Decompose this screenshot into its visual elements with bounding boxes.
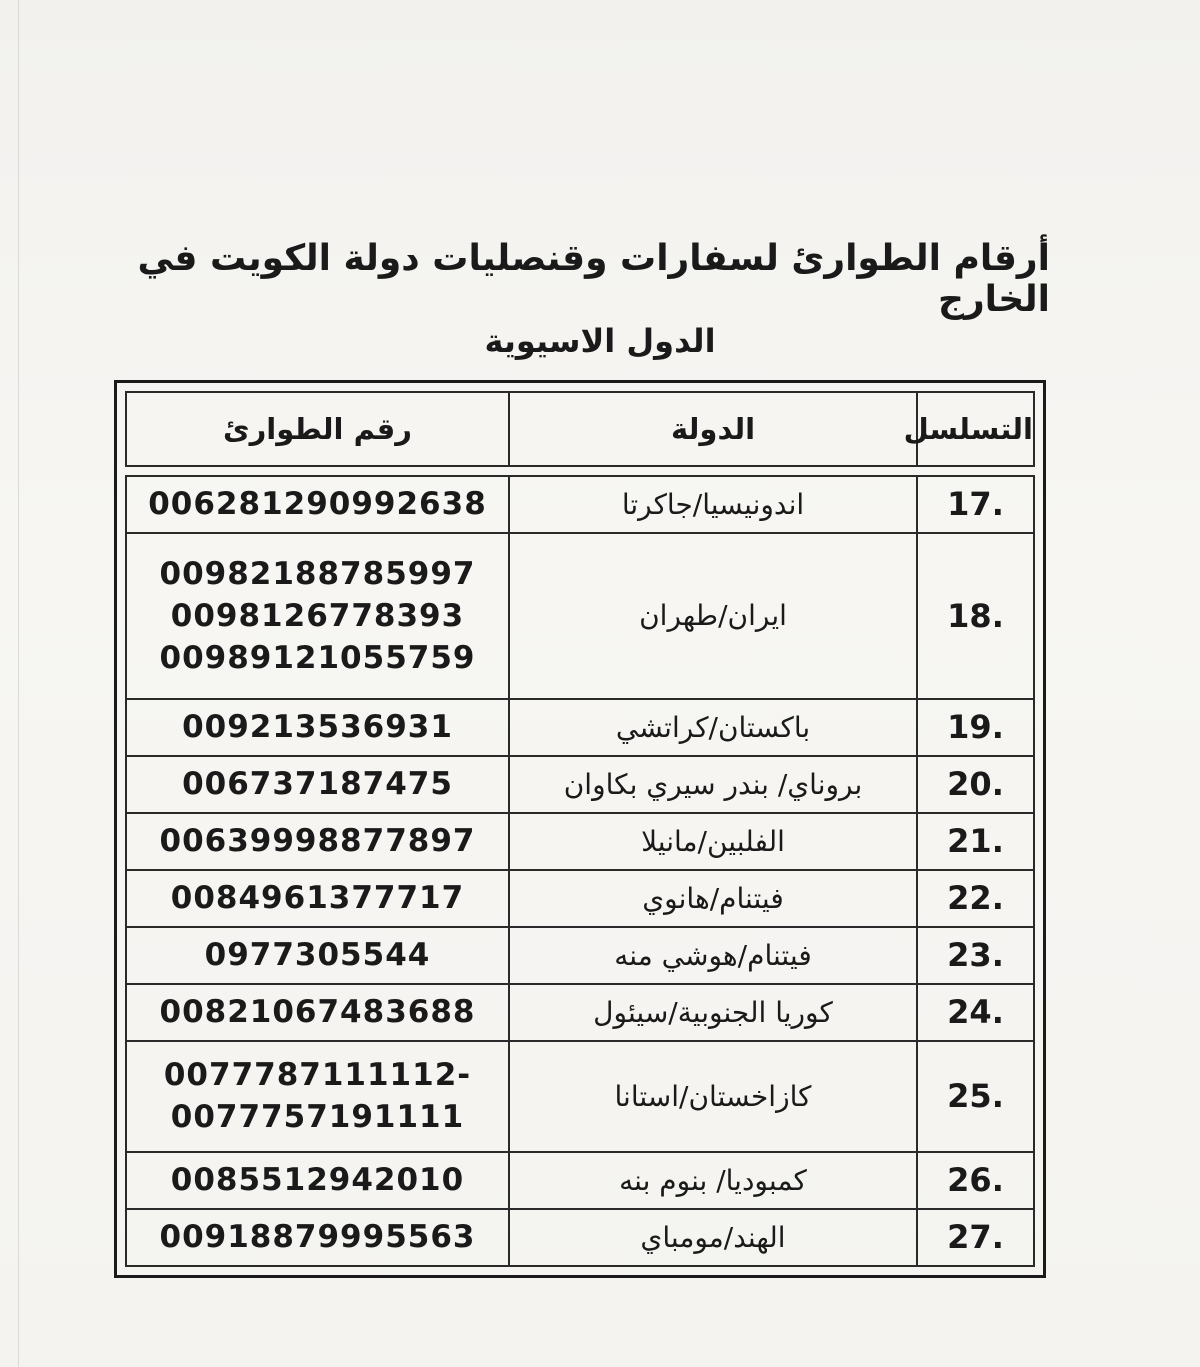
row-country: باكستان/كراتشي <box>509 699 917 756</box>
table-body <box>126 466 1034 1266</box>
row-sequence: 21. <box>917 813 1034 870</box>
table-row <box>126 870 1034 927</box>
row-country: فيتنام/هانوي <box>509 870 917 927</box>
row-emergency-numbers <box>126 927 509 984</box>
row-emergency-numbers <box>126 1209 509 1266</box>
emergency-phone-number: 00821067483688 <box>159 994 476 1031</box>
document-title: أرقام الطوارئ لسفارات وقنصليات دولة الكويت في الخارج <box>137 238 1050 320</box>
row-country: كوريا الجنوبية/سيئول <box>509 984 917 1041</box>
row-sequence: 18. <box>917 533 1034 699</box>
header-separator <box>126 466 1034 476</box>
emergency-phone-number: 006737187475 <box>182 766 453 803</box>
row-country: ايران/طهران <box>509 533 917 699</box>
emergency-phone-number: 0977305544 <box>204 937 431 974</box>
emergency-phone-number: 0084961377717 <box>170 880 465 917</box>
emergency-phone-number: 006281290992638 <box>148 486 487 523</box>
table-row <box>126 1209 1034 1266</box>
row-sequence: 22. <box>917 870 1034 927</box>
row-country: اندونيسيا/جاكرتا <box>509 476 917 533</box>
header-emergency-number: رقم الطوارئ <box>126 392 509 466</box>
row-country: فيتنام/هوشي منه <box>509 927 917 984</box>
emergency-phone-number: 0077757191111 <box>170 1099 465 1136</box>
table-row <box>126 476 1034 533</box>
row-emergency-numbers <box>126 699 509 756</box>
emergency-numbers-table <box>125 391 1035 1267</box>
table-row <box>126 1041 1034 1152</box>
emergency-phone-number: 009213536931 <box>182 709 453 746</box>
emergency-phone-number: 00982188785997 <box>159 555 476 592</box>
row-sequence: 20. <box>917 756 1034 813</box>
row-sequence: 26. <box>917 1152 1034 1209</box>
document-subtitle: الدول الاسيوية <box>484 322 716 360</box>
table-row <box>126 756 1034 813</box>
page-edge <box>18 0 19 1367</box>
table-row <box>126 699 1034 756</box>
row-emergency-numbers <box>126 870 509 927</box>
emergency-phone-number: 0098126778393 <box>170 597 465 634</box>
row-sequence: 23. <box>917 927 1034 984</box>
row-country: كازاخستان/استانا <box>509 1041 917 1152</box>
row-sequence: 27. <box>917 1209 1034 1266</box>
row-country: الفلبين/مانيلا <box>509 813 917 870</box>
table-row <box>126 1152 1034 1209</box>
row-emergency-numbers <box>126 1041 509 1152</box>
row-emergency-numbers <box>126 533 509 699</box>
emergency-numbers-table-frame <box>114 380 1046 1278</box>
row-country: كمبوديا/ بنوم بنه <box>509 1152 917 1209</box>
row-emergency-numbers <box>126 813 509 870</box>
table-row <box>126 927 1034 984</box>
header-sequence: التسلسل <box>917 392 1034 466</box>
emergency-phone-number: 00989121055759 <box>159 639 476 676</box>
row-emergency-numbers <box>126 984 509 1041</box>
header-country: الدولة <box>509 392 917 466</box>
row-sequence: 24. <box>917 984 1034 1041</box>
row-emergency-numbers <box>126 756 509 813</box>
row-emergency-numbers <box>126 476 509 533</box>
emergency-phone-number: 00918879995563 <box>159 1219 476 1256</box>
row-country: الهند/مومباي <box>509 1209 917 1266</box>
table-row <box>126 984 1034 1041</box>
table-row <box>126 533 1034 699</box>
table-header-row <box>126 392 1034 466</box>
row-sequence: 25. <box>917 1041 1034 1152</box>
row-sequence: 17. <box>917 476 1034 533</box>
row-emergency-numbers <box>126 1152 509 1209</box>
emergency-phone-number: 0085512942010 <box>170 1162 465 1199</box>
table-row <box>126 813 1034 870</box>
emergency-phone-number: 0077787111112- <box>163 1057 472 1094</box>
row-country: بروناي/ بندر سيري بكاوان <box>509 756 917 813</box>
emergency-phone-number: 00639998877897 <box>159 823 476 860</box>
row-sequence: 19. <box>917 699 1034 756</box>
